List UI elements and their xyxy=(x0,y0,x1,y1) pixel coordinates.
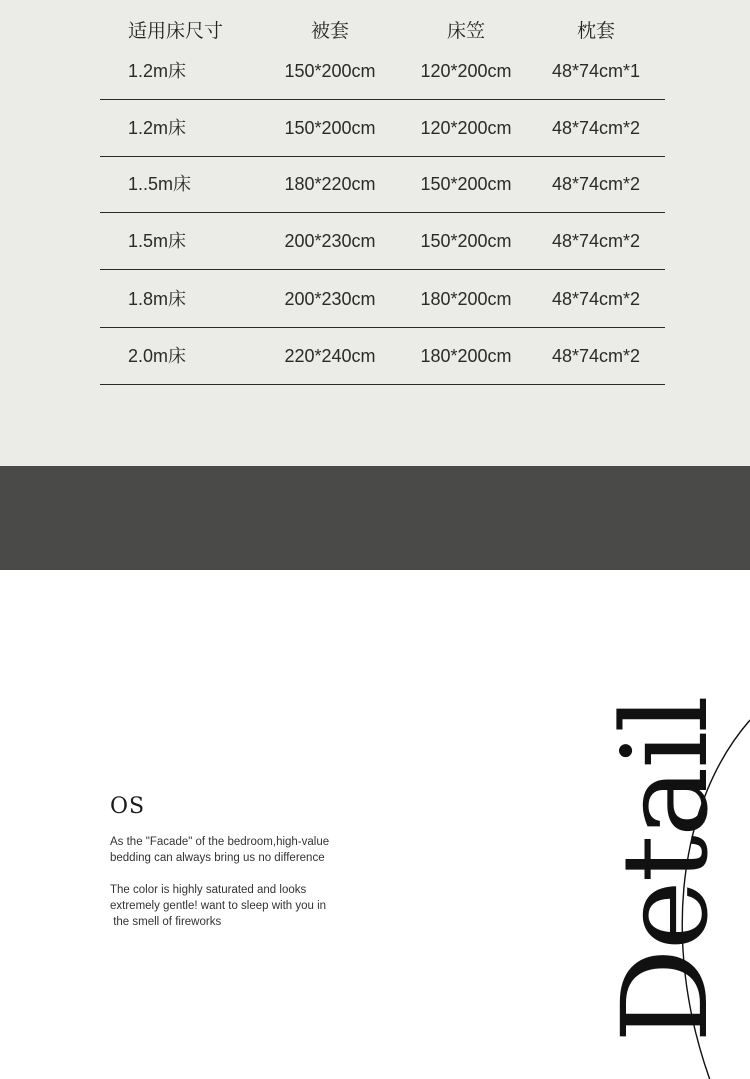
cell-bed-size: 1.8m床 xyxy=(128,289,187,309)
paragraph-line: As the "Facade" of the bedroom,high-value xyxy=(110,836,330,848)
cell-fitted-sheet: 150*200cm xyxy=(420,174,512,194)
paragraph-line: bedding can always bring us no difference xyxy=(110,852,325,864)
cell-duvet-cover: 150*200cm xyxy=(284,61,376,81)
cell-fitted-sheet: 180*200cm xyxy=(420,289,512,309)
paragraph-line: the smell of fireworks xyxy=(110,916,222,928)
cell-pillowcase: 48*74cm*2 xyxy=(551,174,641,194)
detail-paragraph-2 xyxy=(110,882,370,930)
table-row xyxy=(100,100,665,157)
cell-pillowcase: 48*74cm*2 xyxy=(551,231,641,251)
cell-bed-size: 2.0m床 xyxy=(128,346,187,366)
header-bed-size: 适用床尺寸 xyxy=(128,21,224,42)
cell-fitted-sheet: 180*200cm xyxy=(420,346,512,366)
cell-bed-size: 1..5m床 xyxy=(128,174,192,194)
cell-duvet-cover: 180*220cm xyxy=(284,174,376,194)
cell-bed-size: 1.5m床 xyxy=(128,231,187,251)
cell-pillowcase: 48*74cm*1 xyxy=(551,61,641,81)
table-row xyxy=(100,271,665,328)
cell-bed-size: 1.2m床 xyxy=(128,118,187,138)
cell-duvet-cover: 220*240cm xyxy=(284,346,376,366)
cell-pillowcase: 48*74cm*2 xyxy=(551,346,641,366)
header-duvet-cover: 被套 xyxy=(310,21,349,42)
header-pillowcase: 枕套 xyxy=(576,21,615,42)
header-fitted-sheet: 床笠 xyxy=(446,21,485,42)
table-row xyxy=(100,328,665,385)
cell-bed-size: 1.2m床 xyxy=(128,61,187,81)
detail-title: OS xyxy=(110,794,146,819)
cell-duvet-cover: 200*230cm xyxy=(284,289,376,309)
cell-duvet-cover: 200*230cm xyxy=(284,231,376,251)
cell-pillowcase: 48*74cm*2 xyxy=(551,289,641,309)
detail-paragraph-1 xyxy=(110,834,370,866)
dark-divider-band xyxy=(0,466,750,570)
cell-fitted-sheet: 120*200cm xyxy=(420,118,512,138)
table-row xyxy=(100,43,665,100)
cell-fitted-sheet: 120*200cm xyxy=(420,61,512,81)
detail-section xyxy=(0,570,750,1079)
cell-fitted-sheet: 150*200cm xyxy=(420,231,512,251)
paragraph-line: extremely gentle! want to sleep with you in xyxy=(110,900,327,912)
detail-vertical-word: Detail xyxy=(596,697,734,1043)
paragraph-line: The color is highly saturated and looks xyxy=(110,884,307,896)
table-row xyxy=(100,156,665,213)
cell-duvet-cover: 150*200cm xyxy=(284,118,376,138)
cell-pillowcase: 48*74cm*2 xyxy=(551,118,641,138)
table-row xyxy=(100,213,665,270)
size-chart-section xyxy=(0,0,750,466)
